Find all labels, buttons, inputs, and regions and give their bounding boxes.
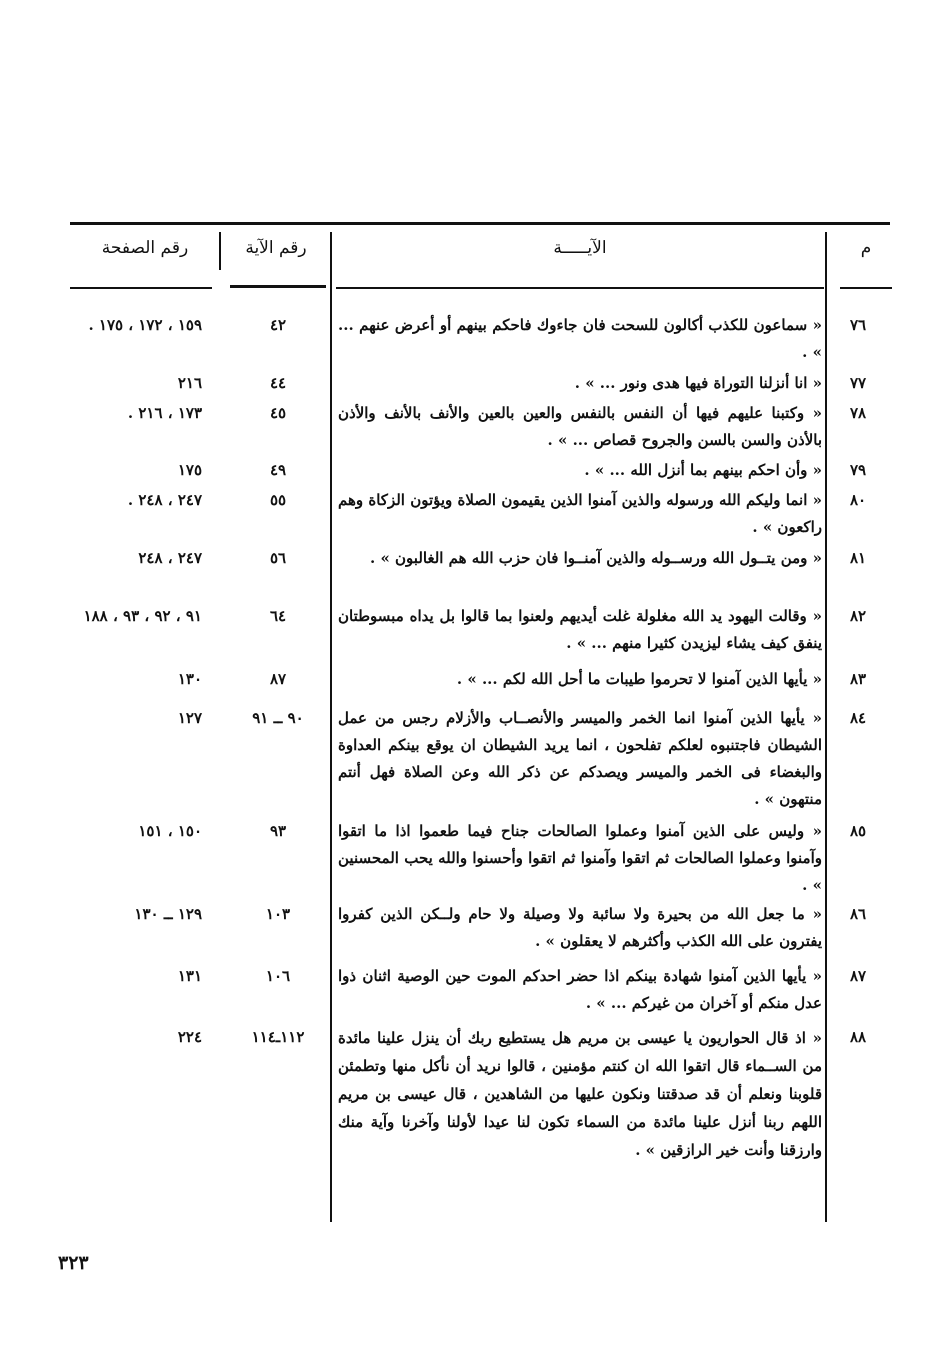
ayah-text: « ما جعل الله من بحيرة ولا سائبة ولا وصيلة ولا حام ولــكن الذين كفروا يفترون على الله الكذب وأكثرهم لا يعقلون » . (338, 905, 822, 950)
row-number: ٧٩ (849, 461, 867, 479)
ayah-number: ٥٦ (269, 549, 287, 567)
header-page-number: رقم الصفحة (101, 238, 189, 258)
ayah-text: « وكتبنا عليهم فيها أن النفس بالنفس والعين بالعين والأنف بالأنف والأذن بالأذن والسن بالسن والجروح قصاص ... » . (338, 404, 822, 449)
row-number: ٨٠ (849, 491, 867, 509)
ayah-number: ٤٩ (269, 461, 287, 479)
row-number: ٨٧ (849, 967, 867, 985)
ayah-text: « سماعون للكذب أكالون للسحت فان جاءوك فاحكم بينهم أو أعرض عنهم ... » . (338, 316, 822, 361)
column-divider-ayah-number (330, 232, 332, 1222)
ayah-number: ٤٥ (269, 404, 287, 422)
page-references: ١٣١ (177, 967, 202, 985)
page-number: ٣٢٣ (58, 1252, 89, 1274)
ayah-number: ٩٣ (269, 822, 287, 840)
ayah-text: « يأيها الذين آمنوا لا تحرموا طيبات ما أحل الله لكم ... » . (456, 670, 822, 688)
header-underline-ayah (336, 287, 824, 289)
header-underline-ayah-number (230, 285, 326, 288)
page-references: ١٧٥ (177, 461, 202, 479)
header-underline-pages (70, 287, 212, 289)
page-references: ٢٢٤ (177, 1028, 202, 1046)
page-references: ١٣٠ (177, 670, 202, 688)
row-number: ٧٨ (849, 404, 867, 422)
page-references: ٢٤٧ ، ٢٤٨ . (127, 491, 202, 509)
row-number: ٧٧ (849, 374, 867, 392)
ayah-number: ٨٧ (269, 670, 287, 688)
page-references: ١٧٣ ، ٢١٦ . (127, 404, 202, 422)
page-references: ١٢٧ (177, 709, 202, 727)
row-number: ٨٣ (849, 670, 867, 688)
ayah-text: « اذ قال الحواريون يا عيسى بن مريم هل يستطيع ربك أن ينزل علينا مائدة من الســماء قال اتقوا الله ان كنتم مؤمنين ، قالوا نريد أن نأكل منها وتطمئن قلوبنا ونعلم أن قد صدقتنا ونكون عليها من الشاهدين ، قال عيسى بن مريم اللهم ربنا أنزل علينا مائدة من السماء تكون لنا عيدا لأولنا وآخرنا وآية منك وارزقنا وأنت خير الرازقين » . (338, 1029, 822, 1159)
page-references: ٢١٦ (177, 374, 202, 392)
ayah-text: « انما وليكم الله ورسوله والذين آمنوا الذين يقيمون الصلاة ويؤتون الزكاة وهم راكعون » . (338, 491, 822, 536)
page-references: ١٥٠ ، ١٥١ (138, 822, 202, 840)
ayah-text: « ومن يتــول الله ورســوله والذين آمنــوا فان حزب الله هم الغالبون » . (370, 549, 822, 567)
header-underline-num (840, 287, 892, 289)
ayah-text: « يأيها الذين آمنوا شهادة بينكم اذا حضر احدكم الموت حين الوصية اثنان ذوا عدل منكم أو آخران من غيركم ... » . (338, 967, 822, 1012)
page-references: ١٥٩ ، ١٧٢ ، ١٧٥ . (88, 316, 202, 334)
header-ayah: الآيـــــة (553, 238, 607, 258)
row-number: ٨١ (849, 549, 867, 567)
row-number: ٨٥ (849, 822, 867, 840)
row-number: ٨٨ (849, 1028, 867, 1046)
ayah-number: ٦٤ (269, 607, 287, 625)
ayah-number: ١٠٣ (265, 905, 291, 923)
ayah-number: ٩٠ ــ ٩١ (252, 709, 304, 727)
ayah-number: ٥٥ (269, 491, 287, 509)
row-number: ٨٢ (849, 607, 867, 625)
column-divider-pages (219, 232, 221, 270)
ayah-text: « وقالت اليهود يد الله مغلولة غلت أيديهم ولعنوا بما قالوا بل يداه مبسوطتان ينفق كيف يشاء ليزيدن كثيرا منهم ... » . (338, 607, 822, 652)
ayah-number: ٤٢ (269, 316, 287, 334)
ayah-text: « يأيها الذين آمنوا انما الخمر والميسر والأنصــاب والأزلام رجس من عمل الشيطان فاجتنبوه لعلكم تفلحون ، انما يريد الشيطان ان يوقع بينكم العداوة والبغضاء فى الخمر والميسر ويصدكم عن ذكر الله وعن الصلاة فهل أنتم منتهون » . (338, 709, 822, 808)
page-references: ٩١ ، ٩٢ ، ٩٣ ، ١٨٨ (83, 607, 202, 625)
page-references: ٢٤٧ ، ٢٤٨ (138, 549, 202, 567)
ayah-number: ١١٢ـ١١٤ (251, 1028, 305, 1046)
ayah-number: ٤٤ (269, 374, 287, 392)
ayah-number: ١٠٦ (265, 967, 291, 985)
ayah-text: « وأن احكم بينهم بما أنزل الله ... » . (584, 461, 822, 479)
page-references: ١٢٩ ــ ١٣٠ (134, 905, 202, 923)
ayah-text: « وليس على الذين آمنوا وعملوا الصالحات جناح فيما طعموا اذا ما اتقوا وآمنوا وعملوا الصالحات ثم اتقوا وآمنوا ثم اتقوا وأحسنوا والله يحب المحسنين » . (338, 822, 822, 894)
header-num: م (860, 238, 872, 258)
column-divider-ayah (825, 232, 827, 1222)
table-top-rule (70, 222, 890, 225)
row-number: ٨٤ (849, 709, 867, 727)
ayah-text: « انا أنزلنا التوراة فيها هدى ونور ... » . (574, 374, 822, 392)
header-ayah-number: رقم الآية (245, 238, 307, 258)
row-number: ٧٦ (849, 316, 867, 334)
row-number: ٨٦ (849, 905, 867, 923)
